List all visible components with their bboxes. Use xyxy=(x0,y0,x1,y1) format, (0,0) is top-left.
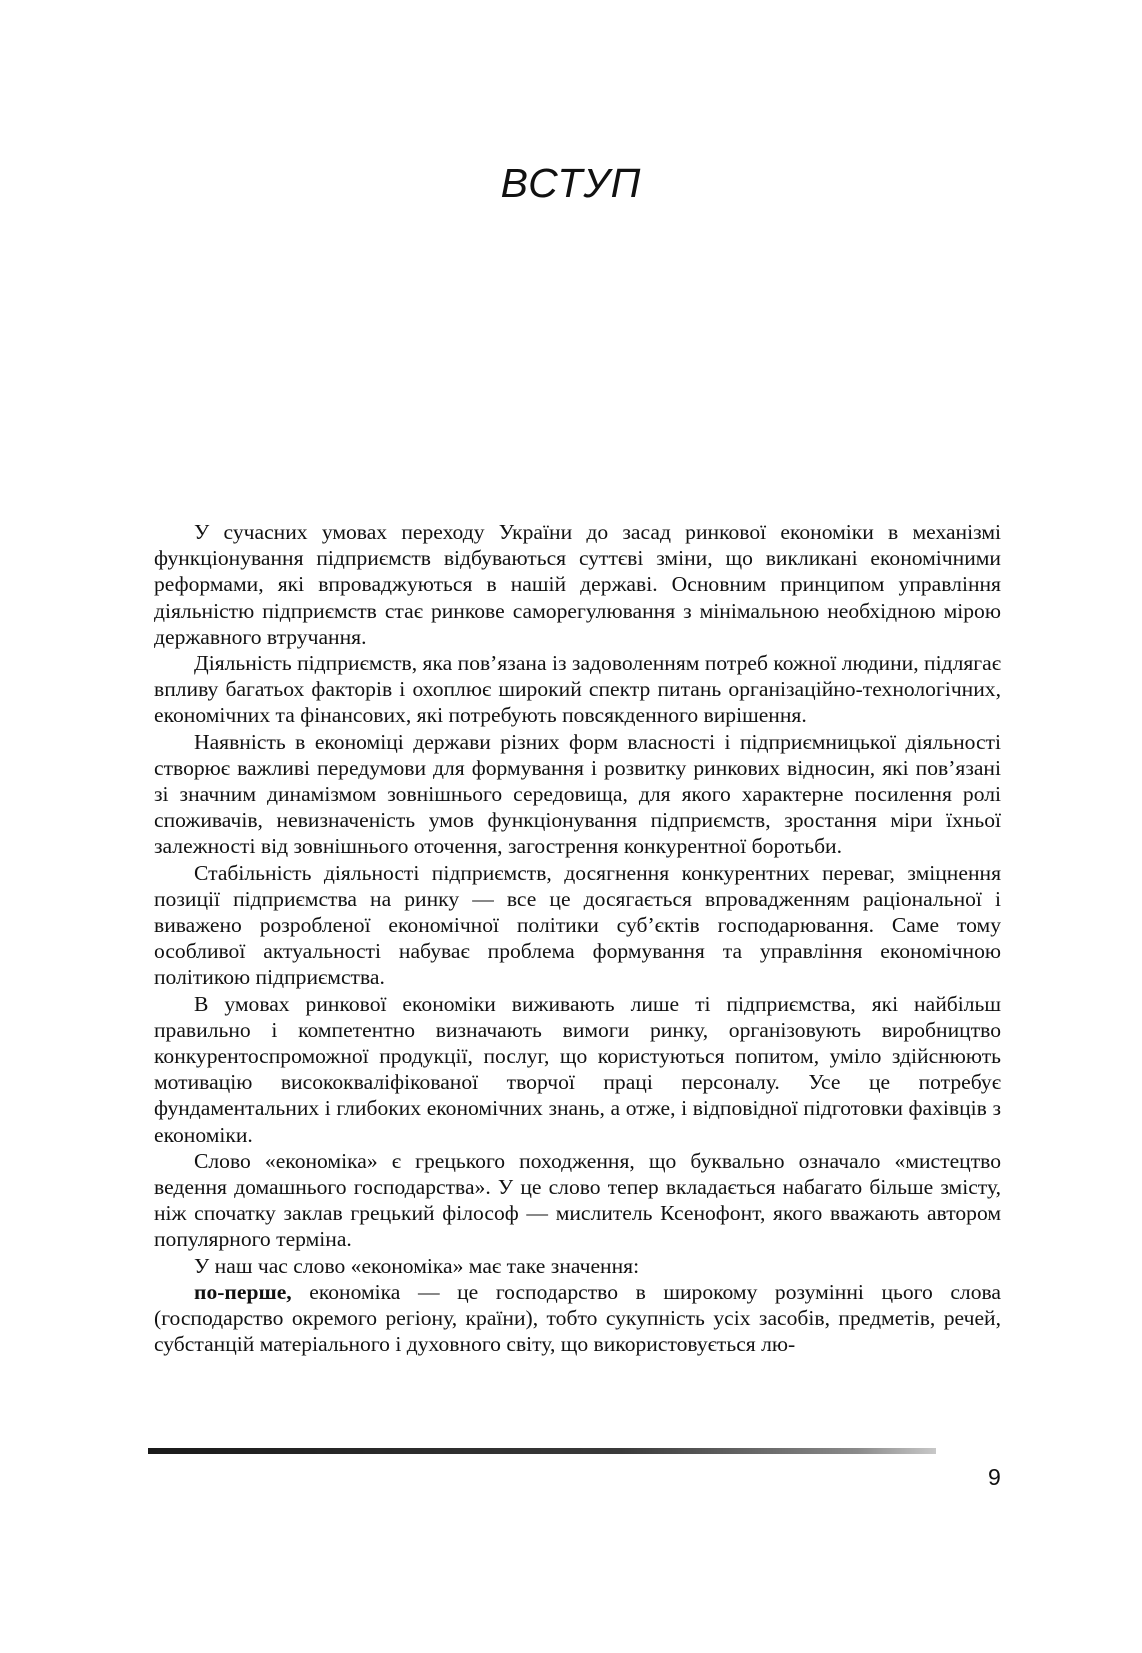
paragraph: Стабільність діяльності підприємств, досягнення конкурентних переваг, зміцнення позиції підприємства на ринку — все це досягається впровадженням раціональної і виважено розробленої економічної політики суб’єктів господарювання. Саме тому особливої актуальності набуває проблема формування та управління економічною політикою підприємства. xyxy=(154,860,1001,990)
body-text xyxy=(154,519,1001,1358)
paragraph: Слово «економіка» є грецького походження, що буквально означало «мистецтво ведення домашнього господарства». У це слово тепер вкладається набагато більше змісту, ніж спочатку заклав грецький філософ — мислитель Ксенофонт, якого вважають автором популярного терміна. xyxy=(154,1148,1001,1252)
chapter-title: ВСТУП xyxy=(500,160,642,206)
paragraph: Наявність в економіці держави різних форм власності і підприємницької діяльності створює важливі передумови для формування і розвитку ринкових відносин, які пов’язані зі значним динамізмом зовнішнього середовища, для якого характерне посилення ролі споживачів, невизначеність умов функціонування підприємств, зростання міри їхньої залежності від зовнішнього оточення, загострення конкурентної боротьби. xyxy=(154,729,1001,859)
paragraph: В умовах ринкової економіки виживають лише ті підприємства, які найбільш правильно і компетентно визначають вимоги ринку, організовують виробництво конкурентоспроможної продукції, послуг, що користуються попитом, уміло здійснюють мотивацію висококваліфікованої творчої праці персоналу. Усе це потребує фундаментальних і глибоких економічних знань, а отже, і відповідної підготовки фахівців з економіки. xyxy=(154,991,1001,1147)
paragraph-lead: по-перше, xyxy=(194,1279,292,1304)
footer-rule xyxy=(148,1448,936,1454)
paragraph: Діяльність підприємств, яка пов’язана із задоволенням потреб кожної людини, підлягає впливу багатьох факторів і охоплює широкий спектр питань організаційно-технологічних, економічних та фінансових, які потребують повсякденного вирішення. xyxy=(154,651,1001,728)
paragraph: У наш час слово «економіка» має таке значення: xyxy=(194,1253,640,1278)
paragraph-first-meaning xyxy=(154,1279,1001,1358)
paragraph-text: економіка — це господарство в широкому розумінні цього слова (господарство окремого регіону, країни), тобто сукупність усіх засобів, предметів, речей, субстанцій матеріального і духовного світу, що використовується лю- xyxy=(154,1279,1001,1357)
paragraph: У сучасних умовах переходу України до засад ринкової економіки в механізмі функціонування підприємств відбуваються суттєві зміни, що викликані економічними реформами, які впроваджуються в нашій державі. Основним принципом управління діяльністю підприємств стає ринкове саморегулювання з мінімальною необхідною мірою державного втручання. xyxy=(154,520,1001,649)
page-number: 9 xyxy=(988,1464,1001,1490)
